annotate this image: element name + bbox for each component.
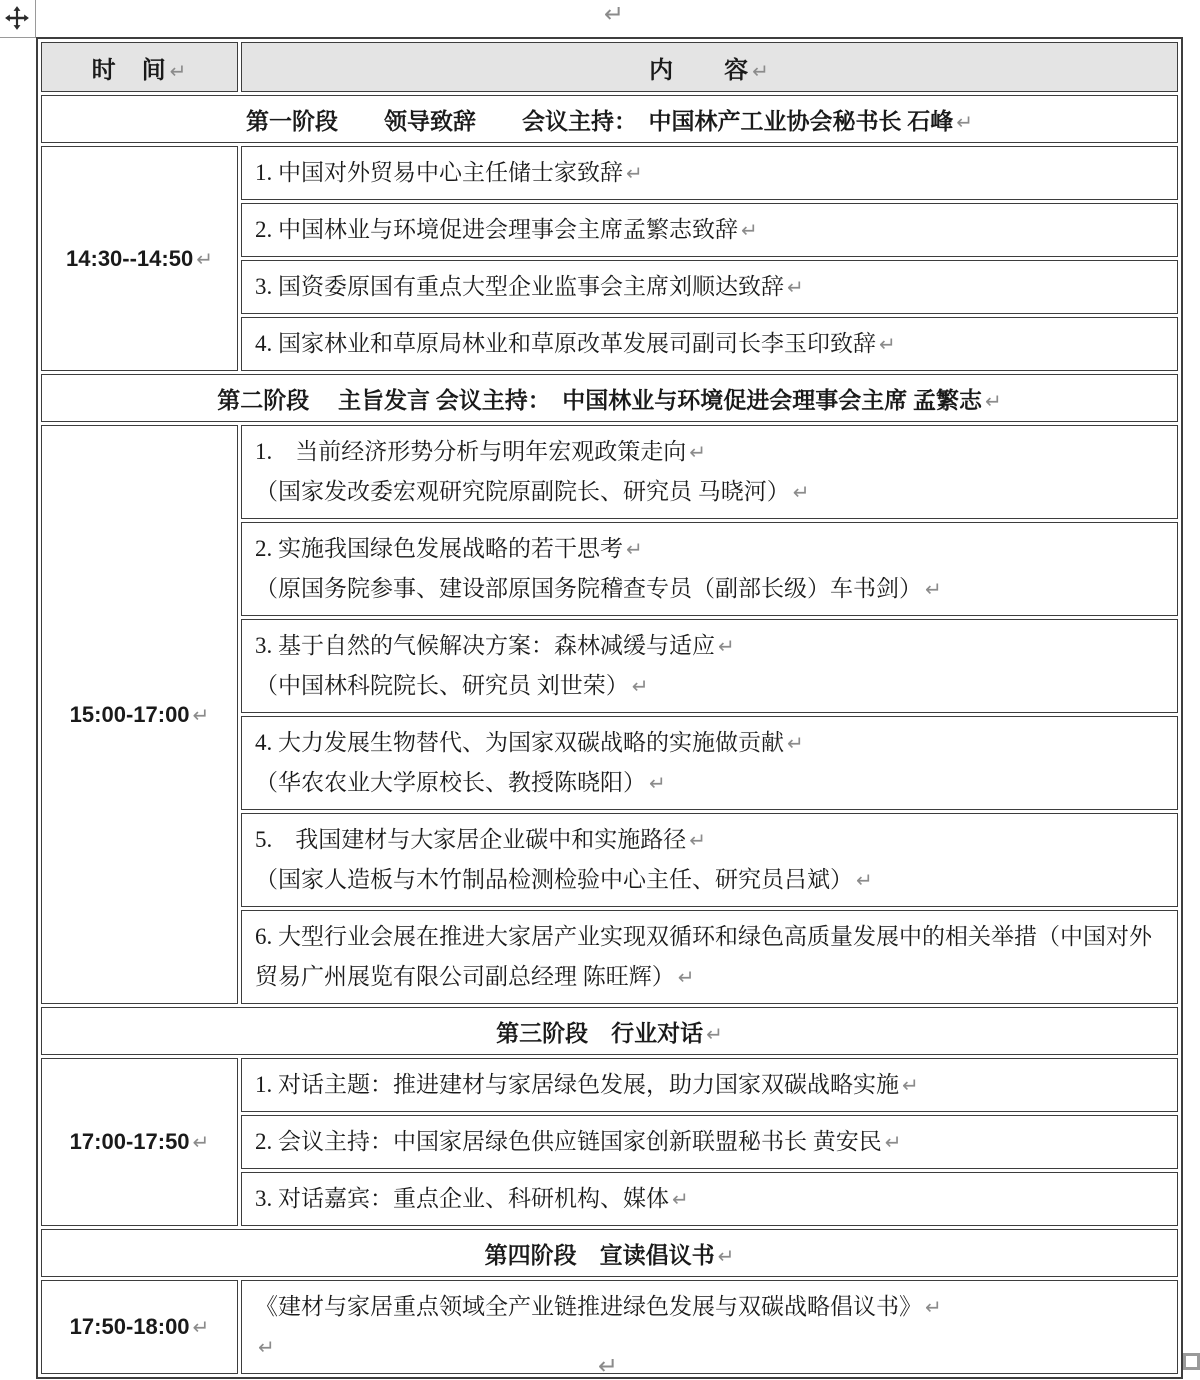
content-line [255,917,1161,997]
section-title: 第二阶段 主旨发言 会议主持： 中国林业与环境促进会理事会主席 孟繁志 [217,387,982,413]
content-text: 2. 实施我国绿色发展战略的若干思考 [255,536,623,561]
content-text: 1. 中国对外贸易中心主任储士家致辞 [255,160,623,185]
content-line [255,569,1161,609]
return-mark: ↵ [192,1130,210,1154]
content-cell[interactable] [241,203,1178,257]
content-cell[interactable] [241,1280,1178,1374]
content-line [255,763,1161,803]
content-line [255,626,1161,666]
section-title-cell[interactable] [41,95,1178,143]
table-move-handle[interactable] [0,0,36,38]
content-cell[interactable] [241,1058,1178,1112]
table-header-row [41,42,1178,92]
content-line [255,329,1161,359]
content-cell[interactable] [241,522,1178,616]
section-row [41,1007,1178,1055]
time-range: 17:00-17:50 [69,1129,190,1154]
content-text: （原国务院参事、建设部原国务院稽查专员（副部长级）车书剑） [255,576,922,601]
time-cell[interactable] [41,146,238,371]
content-cell[interactable] [241,1115,1178,1169]
content-text: 《建材与家居重点领域全产业链推进绿色发展与双碳战略倡议书》 [255,1294,922,1319]
time-range: 15:00-17:00 [69,701,190,727]
return-mark: ↵ [626,161,643,185]
agenda-item-row [41,1058,1178,1112]
content-text: 1. 对话主题：推进建材与家居绿色发展，助力国家双碳战略实施 [255,1072,899,1097]
content-cell[interactable] [241,716,1178,810]
return-mark: ↵ [258,1335,275,1359]
content-cell[interactable] [241,910,1178,1004]
return-mark: ↵ [787,275,804,299]
return-mark: ↵ [631,674,649,698]
section-title-cell[interactable] [41,1229,1178,1277]
agenda-item-row [41,146,1178,200]
return-mark: ↵ [672,1187,689,1211]
return-mark: ↵ [787,731,804,755]
content-line [255,529,1161,569]
table-resize-handle[interactable] [1183,1353,1200,1370]
content-line [255,723,1161,763]
content-cell[interactable] [241,317,1178,371]
content-text: 2. 会议主持：中国家居绿色供应链国家创新联盟秘书长 黄安民 [255,1129,882,1154]
section-title-cell[interactable] [41,1007,1178,1055]
content-text: （中国林科院院长、研究员 刘世荣） [255,673,629,698]
return-mark: ↵ [925,577,942,601]
content-cell[interactable] [241,619,1178,713]
content-text: 4. 大力发展生物替代、为国家双碳战略的实施做贡献 [255,730,784,755]
content-line [255,1070,1161,1100]
time-cell[interactable] [41,1280,238,1374]
return-mark: ↵ [689,828,707,852]
paragraph-return-mark: ↵ [604,0,625,28]
content-cell[interactable] [241,260,1178,314]
section-row [41,374,1178,422]
content-cell[interactable] [241,425,1178,519]
content-text: （国家人造板与木竹制品检测检验中心主任、研究员吕斌） [255,867,853,892]
content-line [255,1327,1161,1367]
content-line [255,472,1161,512]
content-text: 3. 国资委原国有重点大型企业监事会主席刘顺达致辞 [255,274,784,299]
return-mark: ↵ [752,58,770,83]
return-mark: ↵ [956,109,973,134]
content-text: 1. 当前经济形势分析与明年宏观政策走向 [255,439,687,464]
agenda-table [36,37,1183,1379]
paragraph-return-mark: ↵ [598,1352,619,1380]
return-mark: ↵ [626,537,643,561]
return-mark: ↵ [741,218,758,242]
time-cell[interactable] [41,1058,238,1226]
return-mark: ↵ [192,1315,210,1339]
content-line [255,1127,1161,1157]
return-mark: ↵ [689,440,707,464]
content-line [255,215,1161,245]
move-cross-icon [4,5,30,31]
section-title-cell[interactable] [41,374,1178,422]
content-column-header[interactable] [241,42,1178,92]
content-header-label: 内 容 [649,57,750,84]
section-title: 第四阶段 宣读倡议书 [484,1242,715,1268]
content-line [255,860,1161,900]
return-mark: ↵ [856,868,873,892]
content-text: 3. 对话嘉宾：重点企业、科研机构、媒体 [255,1186,669,1211]
return-mark: ↵ [925,1295,942,1319]
return-mark: ↵ [192,702,210,727]
content-text: （华农农业大学原校长、教授陈晓阳） [255,770,646,795]
content-text: 3. 基于自然的气候解决方案：森林减缓与适应 [255,633,715,658]
return-mark: ↵ [649,771,666,795]
section-title: 第三阶段 行业对话 [496,1020,704,1046]
time-header-label: 时 间 [91,57,167,84]
agenda-item-row [41,425,1178,519]
return-mark: ↵ [677,965,695,989]
return-mark: ↵ [984,388,1002,413]
return-mark: ↵ [718,634,735,658]
time-column-header[interactable] [41,42,238,92]
return-mark: ↵ [884,1130,902,1154]
content-text: 4. 国家林业和草原局林业和草原改革发展司副司长李玉印致辞 [255,331,876,356]
content-line [255,1184,1161,1214]
content-cell[interactable] [241,813,1178,907]
content-cell[interactable] [241,1172,1178,1226]
content-cell[interactable] [241,146,1178,200]
time-cell[interactable] [41,425,238,1004]
content-line [255,158,1161,188]
return-mark: ↵ [196,246,213,271]
return-mark: ↵ [792,480,810,504]
section-row [41,95,1178,143]
return-mark: ↵ [706,1021,723,1046]
content-line [255,1287,1161,1327]
return-mark: ↵ [879,332,896,356]
time-range: 14:30--14:50 [66,245,194,271]
content-text: （国家发改委宏观研究院原副院长、研究员 马晓河） [255,479,790,504]
time-range: 17:50-18:00 [69,1314,190,1339]
content-text: 2. 中国林业与环境促进会理事会主席孟繁志致辞 [255,217,738,242]
content-line [255,272,1161,302]
content-line [255,432,1161,472]
return-mark: ↵ [169,58,188,83]
return-mark: ↵ [717,1243,735,1268]
section-row [41,1229,1178,1277]
content-line [255,666,1161,706]
section-title: 第一阶段 领导致辞 会议主持： 中国林产工业协会秘书长 石峰 [245,108,954,134]
content-text: 5. 我国建材与大家居企业碳中和实施路径 [255,827,687,852]
return-mark: ↵ [902,1073,919,1097]
content-text: 6. 大型行业会展在推进大家居产业实现双循环和绿色高质量发展中的相关举措（中国对外贸易广州展览有限公司副总经理 陈旺辉） [255,924,1152,989]
content-line [255,820,1161,860]
